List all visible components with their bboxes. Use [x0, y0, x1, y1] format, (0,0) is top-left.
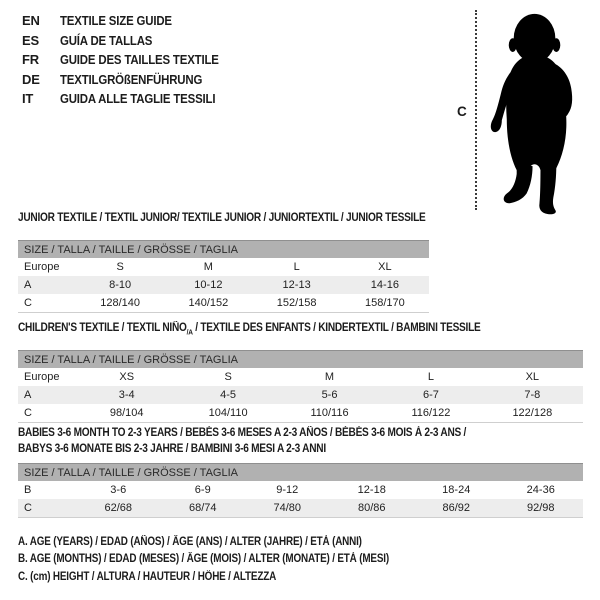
baby-silhouette-icon: [483, 8, 592, 215]
language-row: [22, 70, 240, 90]
table-cell: 8-10: [109, 278, 132, 291]
table-cell: 62/68: [104, 502, 133, 514]
size-table: [18, 350, 583, 423]
table-cell: 104/110: [208, 406, 248, 419]
size-header-band: SIZE / TALLA / TAILLE / GRÖSSE / TAGLIA: [18, 240, 429, 258]
table-cell: L: [293, 260, 300, 273]
table-title-segment: BABIES 3-6 MONTH TO 2-3 YEARS / BEBÉS 3-6 MESES A 2-3 AÑOS / BÉBÉS 3-6 MOIS À 2-3 ANS /: [18, 427, 467, 439]
table-row: [18, 481, 583, 499]
table-row: [18, 258, 429, 276]
row-label: C: [24, 406, 32, 419]
table-row: [18, 294, 429, 313]
table-cell: 3-6: [110, 484, 127, 496]
table-cell: S: [116, 260, 124, 273]
table-title-segment: BABYS 3-6 MONATE BIS 2-3 JAHRE / BAMBINI 3-6 MESI A 2-3 ANNI: [18, 442, 326, 455]
table-cell: 116/122: [411, 406, 451, 419]
table-cell: M: [324, 370, 335, 383]
language-row: [22, 11, 240, 31]
row-label: A: [24, 388, 32, 401]
table-cell: 74/80: [273, 502, 302, 514]
table-cell: 3-4: [118, 388, 135, 401]
table-cell: S: [224, 370, 232, 383]
language-code: FR: [22, 52, 39, 67]
legend: [18, 534, 449, 586]
table-cell: 10-12: [194, 278, 223, 291]
table-row: [18, 386, 583, 404]
language-code: IT: [22, 91, 34, 106]
table-cell: 122/128: [512, 406, 553, 419]
table-cell: 24-36: [526, 484, 555, 496]
table-cell: XL: [378, 260, 392, 273]
row-label: Europe: [24, 260, 60, 273]
table-cell: XL: [525, 370, 540, 383]
table-title: [18, 211, 426, 227]
table-cell: 6-7: [422, 388, 439, 401]
table-cell: 7-8: [524, 388, 541, 401]
language-title: TEXTILE SIZE GUIDE: [60, 13, 172, 28]
table-cell: 98/104: [109, 406, 144, 419]
table-cell: XS: [119, 370, 135, 383]
table-cell: 92/98: [526, 502, 555, 514]
language-code: EN: [22, 13, 40, 28]
table-row: [18, 499, 583, 518]
size-table-section: [18, 321, 583, 423]
table-row: [18, 404, 583, 423]
table-cell: 14-16: [370, 278, 399, 291]
row-label: Europe: [24, 370, 60, 383]
size-header-band: SIZE / TALLA / TAILLE / GRÖSSE / TAGLIA: [18, 350, 583, 368]
table-cell: 152/158: [276, 296, 317, 309]
table-cell: 110/116: [310, 406, 349, 419]
language-row: [22, 50, 240, 70]
table-cell: 18-24: [442, 484, 471, 496]
table-cell: 86/92: [442, 502, 471, 514]
table-cell: 12-18: [357, 484, 386, 496]
table-cell: M: [203, 260, 213, 273]
size-header-band: SIZE / TALLA / TAILLE / GRÖSSE / TAGLIA: [18, 463, 583, 481]
language-title: GUÍA DE TALLAS: [60, 32, 153, 48]
row-label: C: [24, 296, 32, 309]
table-cell: 128/140: [100, 296, 140, 309]
size-table: [18, 463, 583, 518]
table-title-segment: JUNIOR TEXTILE / TEXTIL JUNIOR/ TEXTILE JUNIOR / JUNIORTEXTIL / JUNIOR TESSILE: [18, 212, 426, 224]
table-title: [18, 321, 515, 340]
table-title: [18, 426, 515, 457]
table-cell: 140/152: [188, 296, 229, 309]
table-title-segment: /A: [186, 327, 193, 337]
table-row: [18, 276, 429, 294]
table-row: [18, 368, 583, 386]
language-title: TEXTILGRÖßENFÜHRUNG: [60, 71, 203, 87]
legend-line: C. (cm) HEIGHT / ALTURA / HAUTEUR / HÖHE / ALTEZZA: [18, 570, 277, 583]
table-cell: 80/86: [357, 502, 386, 514]
language-row: [22, 89, 240, 109]
language-row: [22, 31, 240, 51]
language-code: DE: [22, 71, 40, 87]
language-title: GUIDE DES TAILLES TEXTILE: [60, 52, 219, 67]
table-cell: 5-6: [321, 388, 338, 401]
table-title-segment: CHILDREN'S TEXTILE / TEXTIL NIÑO: [18, 322, 187, 334]
legend-line: A. AGE (YEARS) / EDAD (AÑOS) / ÂGE (ANS) / ALTER (JAHRE) / ETÀ (ANNI): [18, 536, 362, 548]
language-title: GUIDA ALLE TAGLIE TESSILI: [60, 91, 216, 106]
height-c-label: C: [457, 104, 467, 119]
row-label: C: [24, 502, 32, 514]
row-label: A: [24, 278, 32, 291]
height-measure-line: [475, 10, 477, 210]
table-cell: 12-13: [282, 278, 311, 291]
table-cell: L: [427, 370, 434, 383]
legend-line: B. AGE (MONTHS) / EDAD (MESES) / ÂGE (MOIS) / ALTER (MONATE) / ETÀ (MESI): [18, 553, 389, 566]
size-table-section: [18, 426, 583, 518]
table-cell: 158/170: [364, 296, 405, 309]
table-cell: 68/74: [188, 502, 217, 514]
table-cell: 4-5: [220, 388, 237, 401]
table-cell: 9-12: [276, 484, 299, 496]
language-list: [22, 11, 240, 109]
table-title-segment: / TEXTILE DES ENFANTS / KINDERTEXTIL / BAMBINI TESSILE: [192, 322, 481, 334]
size-table-section: [18, 211, 429, 313]
table-cell: 6-9: [194, 484, 211, 496]
size-table: [18, 240, 429, 313]
language-code: ES: [22, 32, 39, 48]
row-label: B: [24, 484, 32, 496]
